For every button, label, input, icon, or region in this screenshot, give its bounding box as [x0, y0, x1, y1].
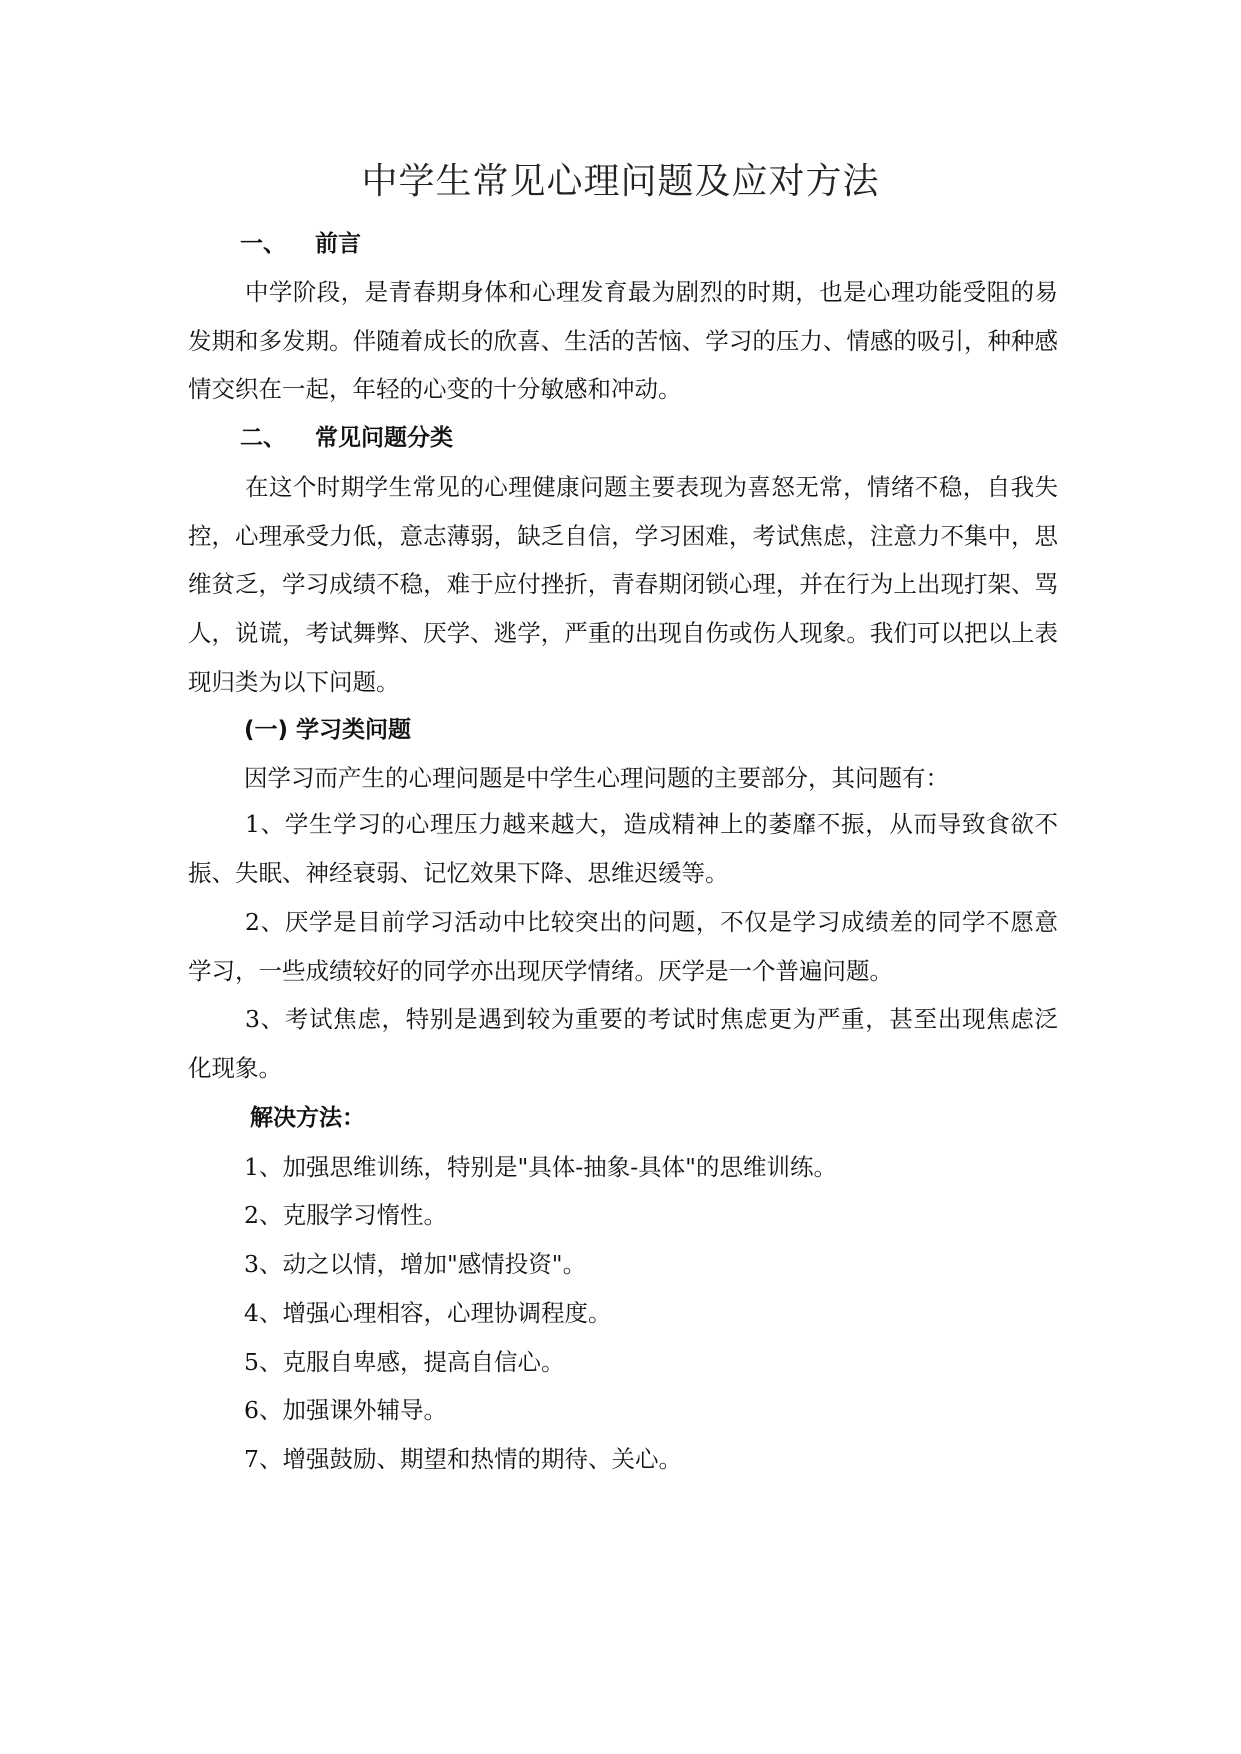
- solution-item: 2、克服学习惰性。: [244, 1201, 447, 1229]
- learning-problem-item: 3、考试焦虑，特别是遇到较为重要的考试时焦虑更为严重，甚至出现焦虑泛化现象。: [188, 1005, 1058, 1082]
- learning-problem-item: 2、厌学是目前学习活动中比较突出的问题，不仅是学习成绩差的同学不愿意学习，一些成绩较好的同学亦出现厌学情绪。厌学是一个普遍问题。: [188, 908, 1058, 985]
- preface-paragraph: 中学阶段，是青春期身体和心理发育最为剧烈的时期，也是心理功能受阻的易发期和多发期。伴随着成长的欣喜、生活的苦恼、学习的压力、情感的吸引，种种感情交织在一起，年轻的心变的十分敏感和冲动。: [188, 278, 1058, 404]
- solution-item: 4、增强心理相容，心理协调程度。: [244, 1299, 612, 1327]
- section-title: 前言: [315, 231, 361, 257]
- solution-item: 7、增强鼓励、期望和热情的期待、关心。: [244, 1445, 682, 1473]
- solution-item: 1、加强思维训练，特别是"具体-抽象-具体"的思维训练。: [244, 1153, 837, 1181]
- solution-item: 5、克服自卑感，提高自信心。: [244, 1348, 565, 1376]
- solutions-heading: 解决方法：: [250, 1105, 365, 1131]
- categories-paragraph: 在这个时期学生常见的心理健康问题主要表现为喜怒无常，情绪不稳，自我失控，心理承受力低，意志薄弱，缺乏自信，学习困难，考试焦虑，注意力不集中，思维贫乏，学习成绩不稳，难于应付挫折，青春期闭锁心理，并在行为上出现打架、骂人，说谎，考试舞弊、厌学、逃学，严重的出现自伤或伤人现象。我们可以把以上表现归类为以下问题。: [188, 473, 1058, 696]
- page-title: 中学生常见心理问题及应对方法: [361, 161, 880, 202]
- learning-problem-item: 1、学生学习的心理压力越来越大，造成精神上的萎靡不振，从而导致食欲不振、失眠、神经衰弱、记忆效果下降、思维迟缓等。: [188, 810, 1058, 887]
- subsection-heading-learning: (一) 学习类问题: [244, 717, 412, 743]
- subsection-intro: 因学习而产生的心理问题是中学生心理问题的主要部分，其问题有：: [244, 764, 949, 792]
- section-heading-preface: [240, 226, 361, 262]
- section-heading-categories: [240, 420, 453, 456]
- solution-item: 3、动之以情，增加"感情投资"。: [244, 1250, 587, 1278]
- solution-item: 6、加强课外辅导。: [244, 1396, 447, 1424]
- section-number: 二、: [240, 425, 286, 451]
- section-number: 一、: [240, 231, 286, 257]
- section-title: 常见问题分类: [315, 425, 453, 451]
